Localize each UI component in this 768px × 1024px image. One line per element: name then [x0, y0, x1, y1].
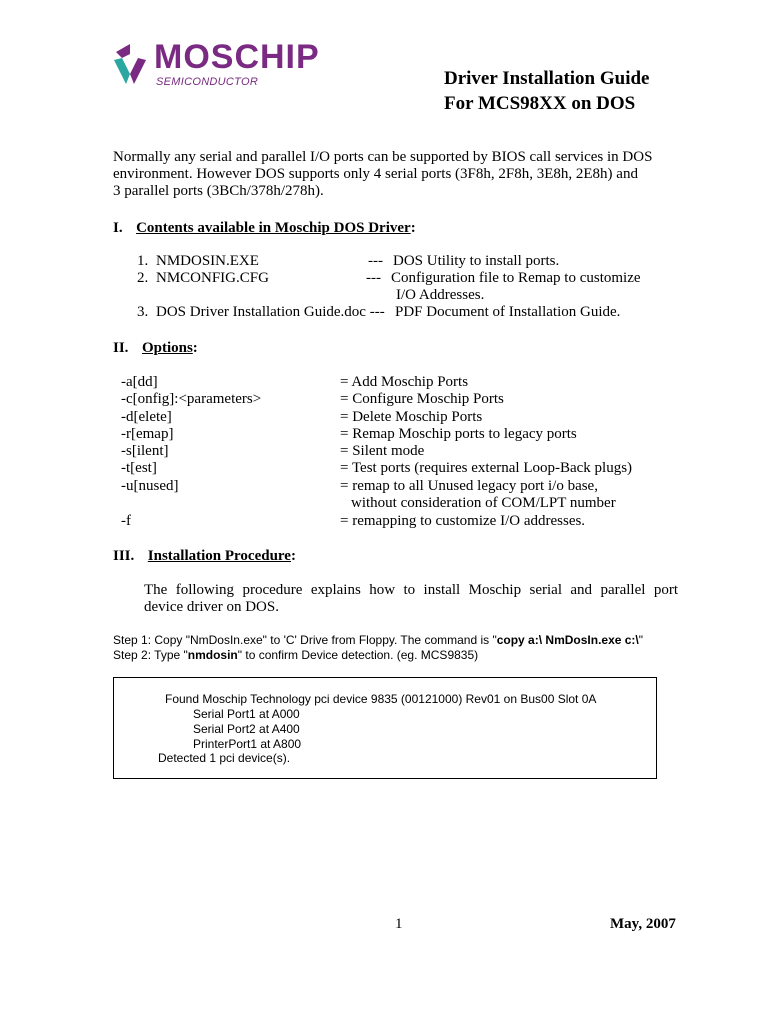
- intro-line-3: 3 parallel ports (3BCh/378h/278h).: [113, 183, 324, 199]
- option-desc: = Delete Moschip Ports: [340, 409, 483, 425]
- option-desc: = Remap Moschip ports to legacy ports: [340, 426, 577, 442]
- intro-line-1: Normally any serial and parallel I/O ports can be supported by BIOS call services in DOS: [113, 149, 653, 165]
- doc-title-line1: Driver Installation Guide: [444, 68, 650, 89]
- option-flag: -f: [121, 513, 131, 529]
- moschip-logo-icon: [112, 44, 148, 84]
- output-line-1: Found Moschip Technology pci device 9835 (00121000) Rev01 on Bus00 Slot 0A: [165, 692, 597, 706]
- step-2-end: " to confirm Device detection. (eg. MCS9835): [237, 648, 479, 662]
- section-2-label: Options: [141, 340, 193, 356]
- content-item-1-num: 1.: [137, 253, 149, 269]
- step-2-text: Step 2: Type ": [113, 648, 188, 662]
- content-item-1-desc: DOS Utility to install ports.: [393, 253, 560, 269]
- output-line-2: Serial Port1 at A000: [193, 707, 300, 721]
- step-1-command: copy a:\ NmDosIn.exe c:\: [496, 633, 639, 647]
- content-item-1-name: NMDOSIN.EXE: [156, 253, 259, 269]
- step-2: [113, 648, 478, 663]
- page-number: 1: [395, 916, 403, 932]
- section-3-num: III.: [113, 548, 135, 564]
- intro-line-2: environment. However DOS supports only 4 serial ports (3F8h, 2F8h, 3E8h, 2E8h) and: [113, 166, 638, 182]
- option-flag: -t[est]: [121, 460, 157, 476]
- doc-title-line2: For MCS98XX on DOS: [444, 93, 636, 114]
- option-desc: = Test ports (requires external Loop-Back plugs): [340, 460, 633, 476]
- option-flag: -a[dd]: [121, 374, 158, 390]
- procedure-para-line-2: device driver on DOS.: [144, 599, 279, 615]
- option-desc-cont: without consideration of COM/LPT number: [351, 495, 616, 511]
- step-1: [113, 633, 643, 648]
- section-1-label: Contents available in Moschip DOS Driver: [136, 220, 411, 236]
- content-item-2-num: 2.: [137, 270, 149, 286]
- output-line-5: Detected 1 pci device(s).: [158, 751, 291, 765]
- content-item-3-desc: PDF Document of Installation Guide.: [395, 304, 621, 320]
- section-1-colon: :: [410, 220, 416, 236]
- option-flag: -d[elete]: [121, 409, 172, 425]
- option-flag: -u[nused]: [121, 478, 179, 494]
- option-flag: -r[emap]: [121, 426, 174, 442]
- option-flag: -s[ilent]: [121, 443, 169, 459]
- logo-wordmark: MOSCHIP: [154, 38, 320, 76]
- section-2-colon: :: [192, 340, 198, 356]
- option-desc: = remap to all Unused legacy port i/o base,: [340, 478, 598, 494]
- section-3-colon: :: [290, 548, 296, 564]
- content-item-2-name: NMCONFIG.CFG: [156, 270, 269, 286]
- output-line-3: Serial Port2 at A400: [193, 722, 300, 736]
- section-3-heading: [113, 548, 296, 565]
- section-2-num: II.: [113, 340, 129, 356]
- output-line-4: PrinterPort1 at A800: [193, 737, 302, 751]
- option-desc: = Silent mode: [340, 443, 425, 459]
- section-1-heading: [113, 220, 416, 237]
- content-item-2-desc: Configuration file to Remap to customize: [391, 270, 641, 286]
- section-2-heading: [113, 340, 198, 357]
- option-desc: = Add Moschip Ports: [340, 374, 469, 390]
- logo-subtitle: SEMICONDUCTOR: [156, 76, 259, 88]
- content-item-2-desc-cont: I/O Addresses.: [396, 287, 485, 303]
- content-item-2-sep: ---: [366, 270, 381, 286]
- step-1-end: ": [638, 633, 644, 647]
- step-1-text: Step 1: Copy "NmDosIn.exe" to 'C' Drive from Floppy. The command is ": [113, 633, 497, 647]
- section-1-num: I.: [113, 220, 123, 236]
- detection-output-box: [113, 677, 657, 779]
- option-flag: -c[onfig]:<parameters>: [121, 391, 262, 407]
- content-item-1-sep: ---: [368, 253, 383, 269]
- option-desc: = Configure Moschip Ports: [340, 391, 504, 407]
- content-item-3-num: 3.: [137, 304, 149, 320]
- option-desc: = remapping to customize I/O addresses.: [340, 513, 586, 529]
- content-item-3-name: DOS Driver Installation Guide.doc ---: [156, 304, 385, 320]
- footer-date: May, 2007: [610, 916, 676, 932]
- section-3-label: Installation Procedure: [147, 548, 291, 564]
- step-2-command: nmdosin: [187, 648, 238, 662]
- procedure-para-line-1: The following procedure explains how to install Moschip serial and parallel port: [144, 582, 678, 598]
- company-logo: [112, 38, 362, 96]
